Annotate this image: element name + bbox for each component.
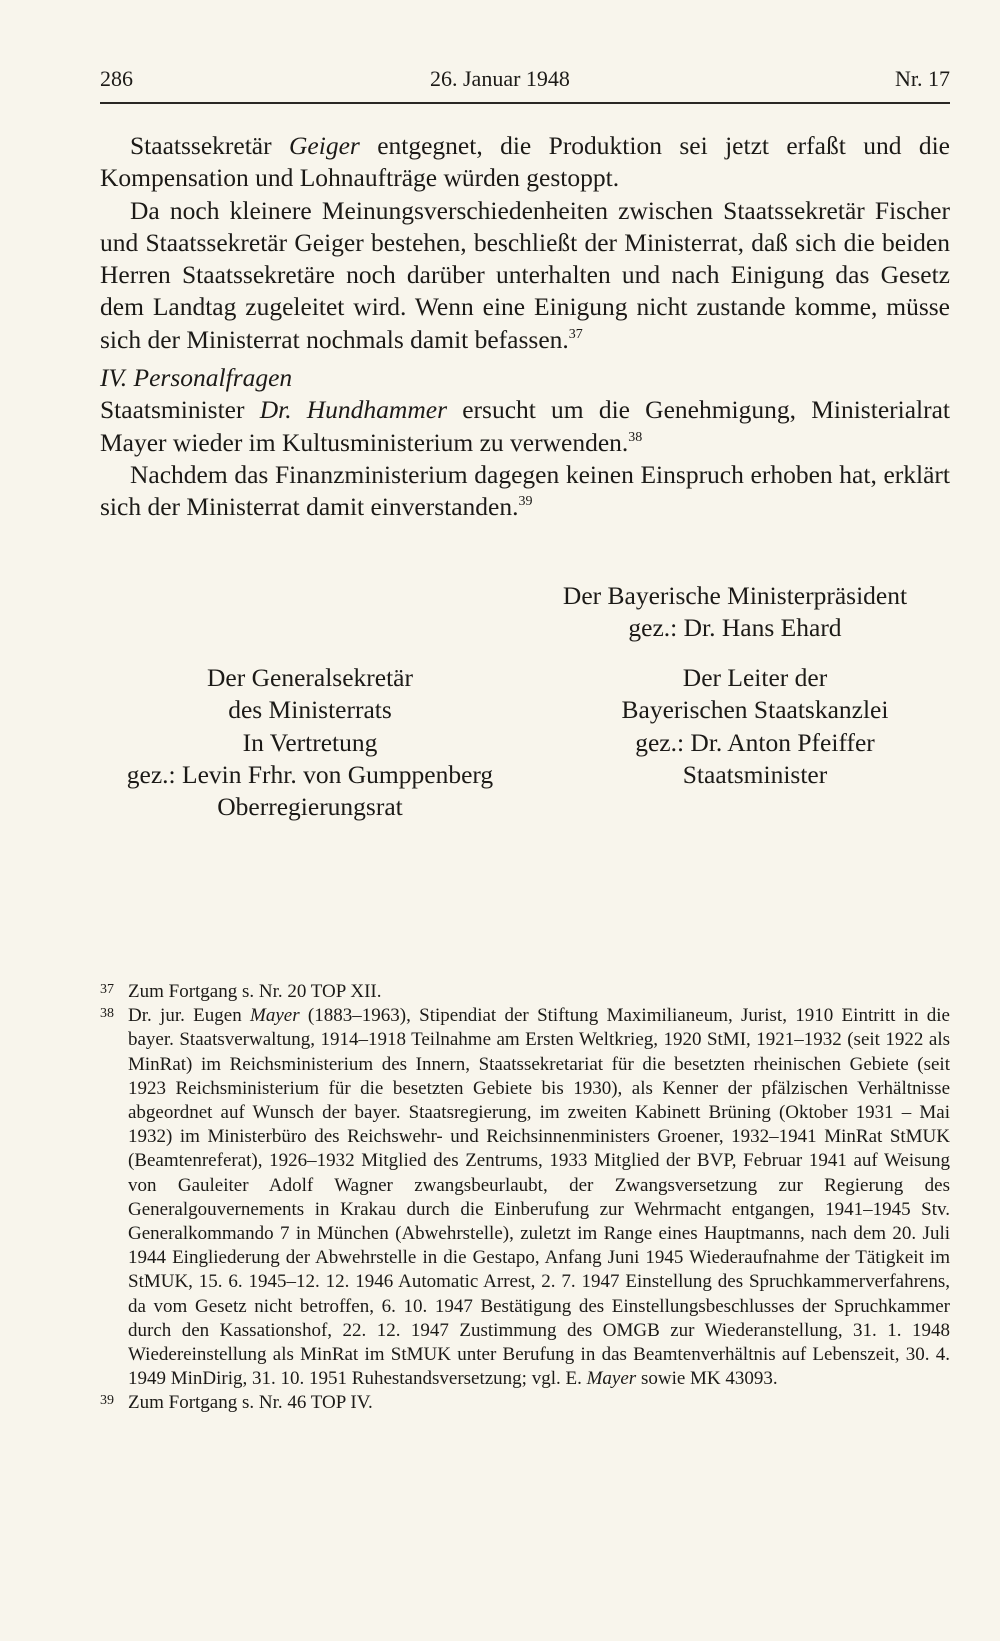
text-run: (1883–1963), Stipendiat der Stiftung Maximilianeum, Jurist, 1910 Eintritt in die bayer. Staatsverwaltung, 1914–1918 Teilnahme am Ersten Weltkrieg, 1920 StMI, 1921–1932 (seit 1922 als MinRat) im Reichsministerium des Innern, Staatssekretariat für die besetzten rheinischen Gebiete (seit 1923 Reichsministerium für die besetzten Gebiete bis 1930), als Kenner der pfälzischen Verhältnisse abgeordnet auf Wunsch der bayer. Staatsregierung, im zweiten Kabinett Brüning (Oktober 1931 – Mai 1932) im Ministerbüro des Reichswehr- und Reichsinnenministers Groener, 1932–1941 MinRat StMUK (Beamtenreferat), 1926–1932 Mitglied des Zentrums, 1933 Mitglied der BVP, Februar 1941 auf Weisung von Gauleiter Adolf Wagner zwangsbeurlaubt, der Zwangsversetzung zur Regierung des Generalgouvernements in Krakau durch die Einberufung zur Wehrmacht entgangen, 1941–1945 Stv. Generalkommando 7 in München (Abwehrstelle), zuletzt im Range eines Hauptmanns, nach dem 20. Juli 1944 Eingliederung der Abwehrstelle in die Gestapo, Anfang Juni 1945 Wiederaufnahme der Tätigkeit im StMUK, 15. 6. 1945–12. 12. 1946 Automatic Arrest, 2. 7. 1947 Einstellung des Spruchkammerverfahrens, da vom Gesetz nicht betroffen, 6. 10. 1947 Bestätigung des Einstellungsbeschlusses der Spruchkammer durch den Kassationshof, 22. 12. 1947 Zustimmung des OMGB zur Wiederanstellung, 31. 1. 1948 Wiedereinstellung als MinRat im StMUK unter Berufung in das Beamtenverhältnis auf Lebenszeit, 30. 4. 1949 MinDirig, 31. 10. 1951 Ruhestandsversetzung; vgl. E. [128, 1005, 950, 1390]
footnote-ref-38[interactable]: 38 [628, 429, 643, 445]
text-run: sowie MK 43093. [636, 1368, 778, 1390]
footnote-38 [100, 1004, 950, 1391]
text-run: entgegnet, die Produktion sei jetzt erfaßt und die Kompensation und Lohnaufträge würden gestoppt. [100, 131, 950, 193]
signature-line: Oberregierungsrat [217, 792, 403, 822]
person-name: Dr. Hundhammer [259, 395, 448, 425]
person-name: Mayer [586, 1368, 637, 1390]
paragraph-hundhammer [100, 394, 950, 459]
text-run: Da noch kleinere Meinungsverschiedenheiten zwischen Staatssekretär Fischer und Staatssekretär Geiger bestehen, beschließt der Ministerrat, daß sich die beiden Herren Staatssekretäre noch darüber unterhalten und nach Einigung das Gesetz dem Landtag zugeleitet wird. Wenn eine Einigung nicht zustande komme, müsse sich der Ministerrat nochmals damit befassen. [100, 195, 950, 354]
paragraph-geiger [100, 130, 950, 195]
header-date: 26. Januar 1948 [430, 66, 570, 91]
section-heading: IV. Personalfragen [100, 363, 293, 393]
signature-line: gez.: Dr. Anton Pfeiffer [635, 727, 875, 757]
footnotes [100, 980, 950, 1416]
signature-line: Der Generalsekretär [207, 663, 413, 692]
paragraph-decision [100, 195, 950, 356]
text-run: Staatssekretär [130, 131, 289, 160]
signature-line: Bayerischen Staatskanzlei [621, 695, 889, 725]
text-run: Dr. jur. Eugen [128, 1005, 251, 1027]
page-number: 286 [100, 66, 133, 91]
text-run: Staatsminister [100, 395, 260, 425]
text-run: ersucht um die Genehmigung, Ministerialrat Mayer wieder im Kultusministerium zu verwenden. [100, 395, 951, 457]
signature-president [520, 580, 950, 645]
footnote-number: 39 [100, 1393, 114, 1409]
footnote-number: 38 [100, 1006, 114, 1022]
footnote-text: Zum Fortgang s. Nr. 46 TOP IV. [128, 1392, 373, 1414]
text-run: Nachdem das Finanzministerium dagegen keinen Einspruch erhoben hat, erklärt sich der Ministerrat damit einverstanden. [100, 459, 950, 522]
footnote-number: 37 [100, 982, 114, 997]
signature-line: Der Leiter der [682, 663, 828, 692]
main-text [100, 130, 950, 524]
signature-line: Staatsminister [682, 759, 828, 789]
header-issue: Nr. 17 [895, 66, 950, 91]
footnote-text [128, 1004, 950, 1391]
signature-chancellery [560, 662, 950, 791]
person-name: Geiger [289, 131, 360, 160]
footnote-ref-39[interactable]: 39 [518, 494, 533, 510]
signature-line: In Vertretung [242, 727, 378, 757]
signature-line: gez.: Dr. Hans Ehard [628, 613, 842, 643]
footnote-text: Zum Fortgang s. Nr. 20 TOP XII. [128, 981, 382, 1002]
signature-secretary [100, 662, 520, 823]
footnote-ref-37[interactable]: 37 [568, 326, 583, 342]
footnote-39 [100, 1391, 950, 1415]
running-header [100, 62, 950, 104]
person-name: Mayer [250, 1005, 300, 1027]
footnote-37 [100, 980, 950, 1004]
signature-line: des Ministerrats [228, 695, 392, 725]
signature-line: gez.: Levin Frhr. von Gumppenberg [126, 759, 494, 789]
paragraph-approval [100, 459, 950, 524]
signature-line: Der Bayerische Ministerpräsident [562, 581, 908, 610]
